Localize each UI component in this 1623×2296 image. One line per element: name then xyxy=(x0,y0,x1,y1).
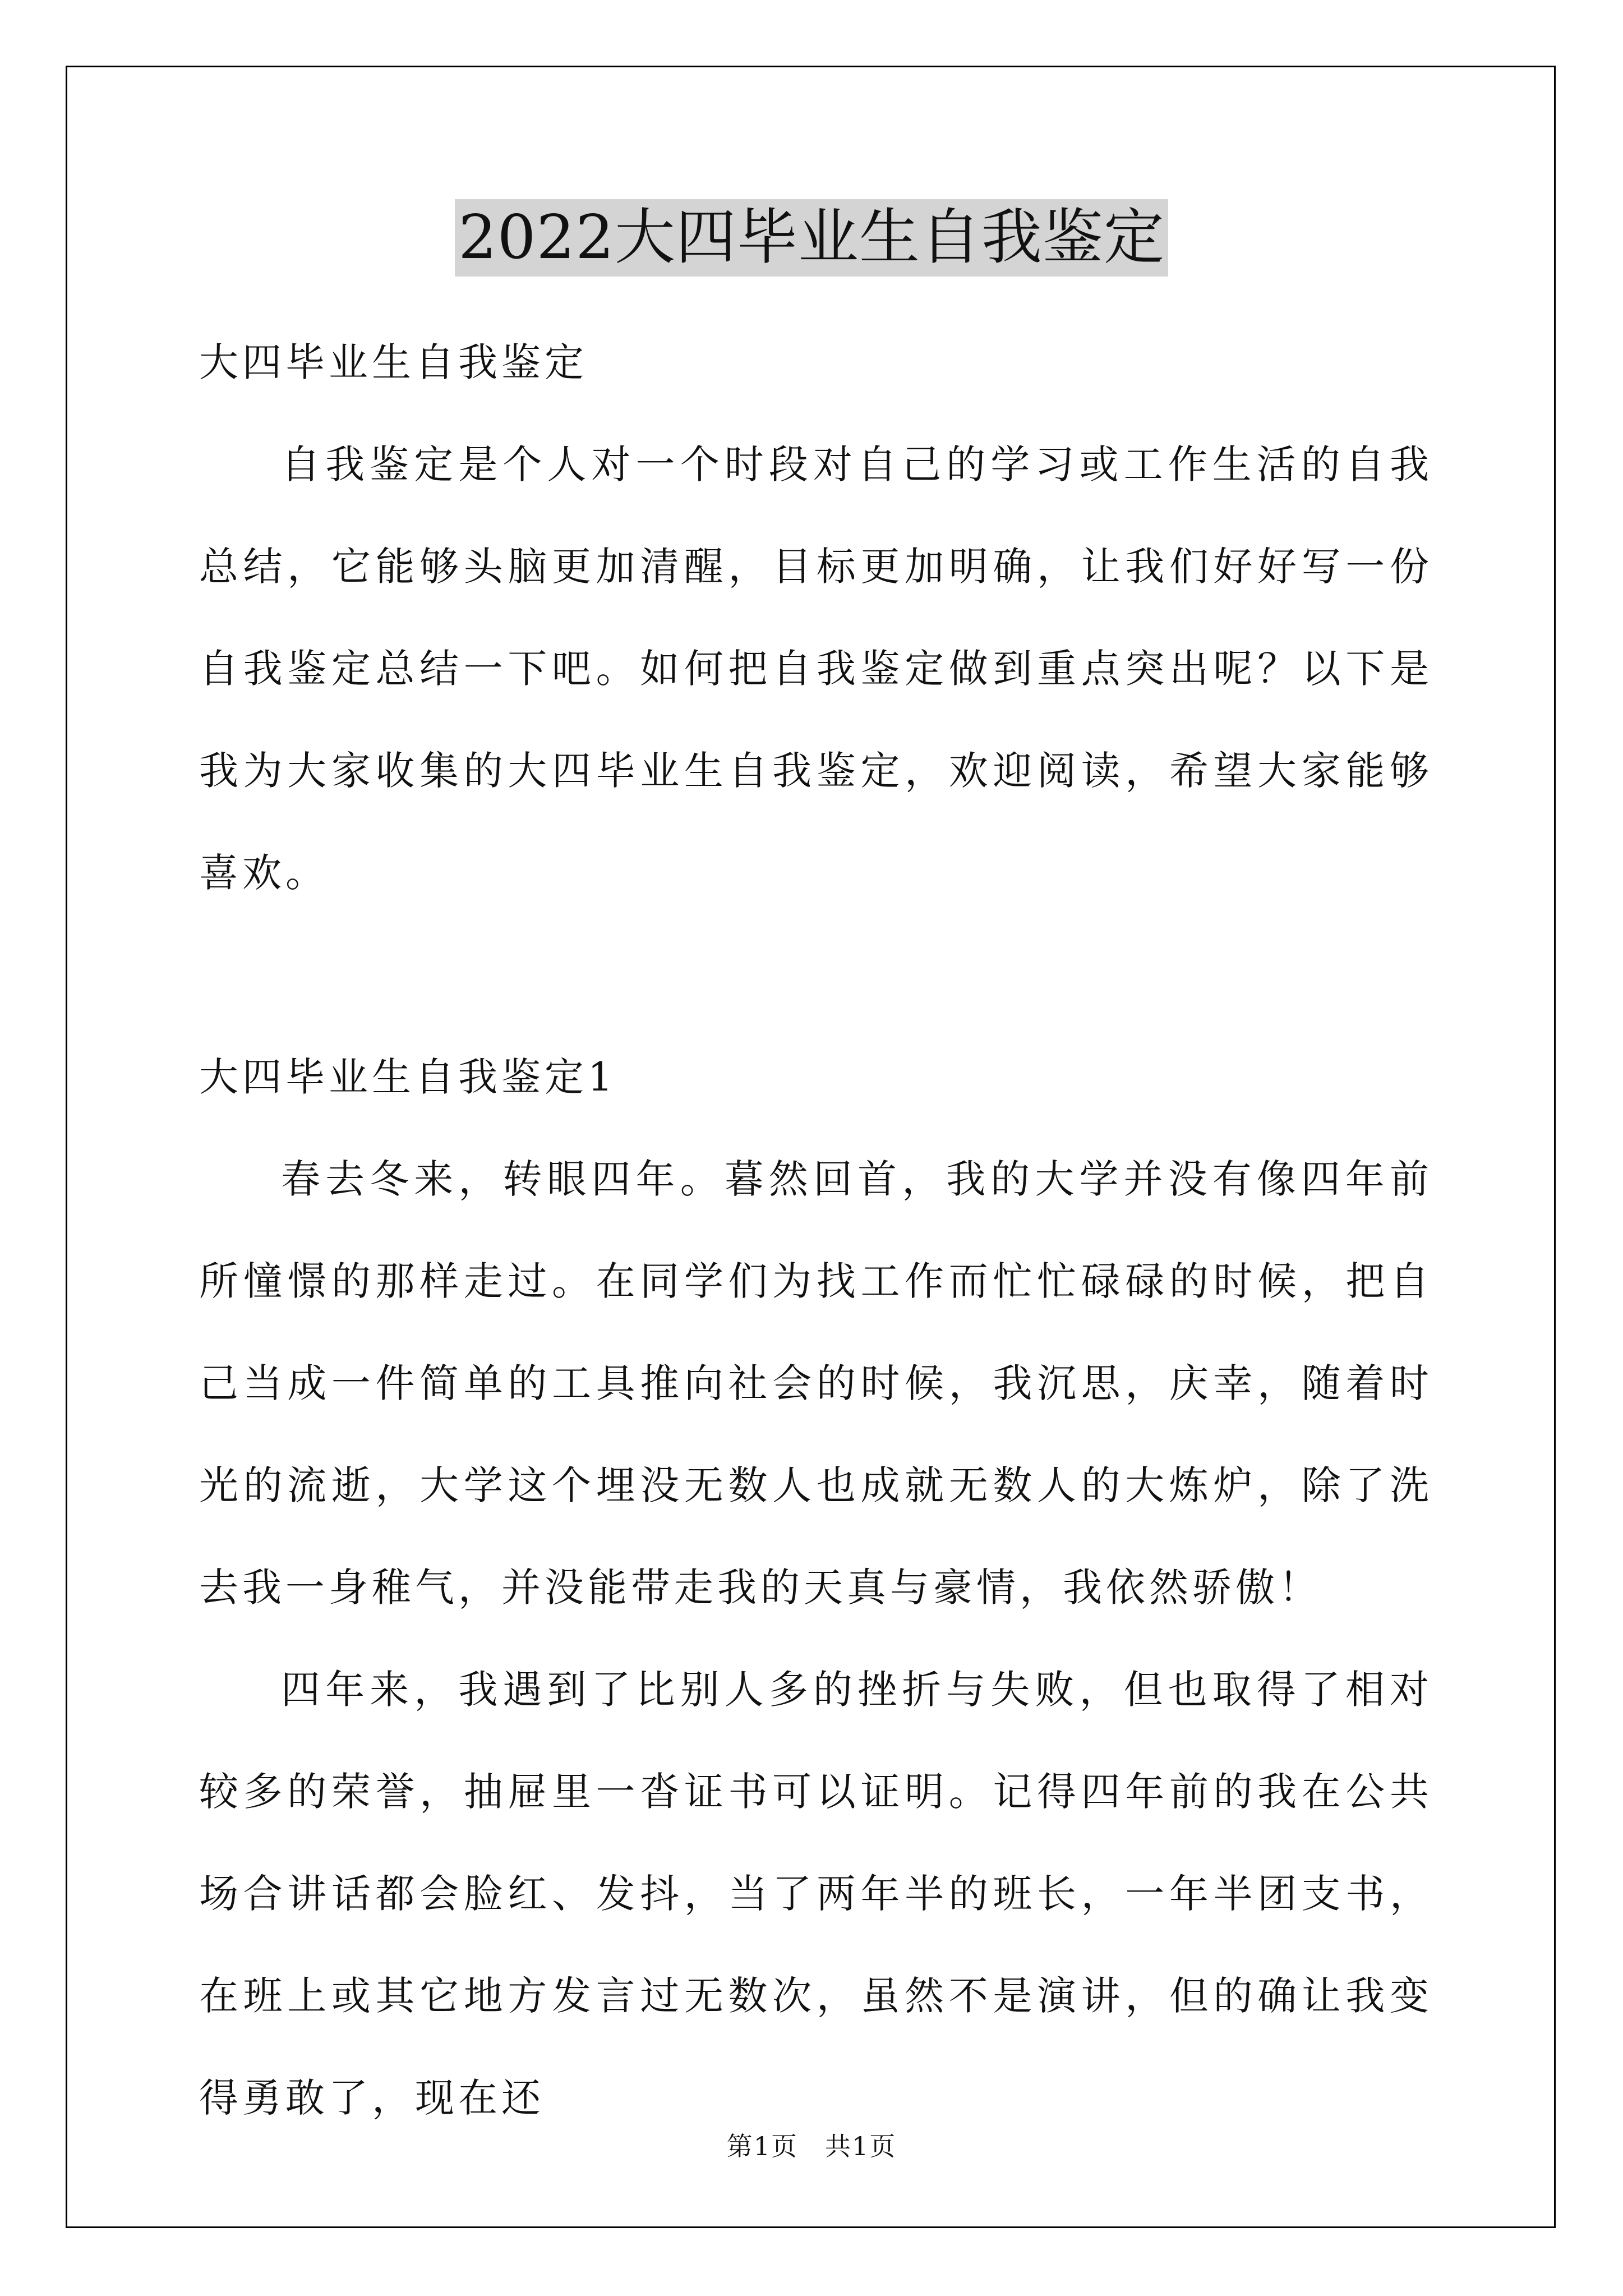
intro-paragraph: 自我鉴定是个人对一个时段对自己的学习或工作生活的自我总结，它能够头脑更加清醒，目标更加明确，让我们好好写一份自我鉴定总结一下吧。如何把自我鉴定做到重点突出呢？以下是我为大家收集的大四毕业生自我鉴定，欢迎阅读，希望大家能够喜欢。 xyxy=(199,441,1433,896)
section-paragraph: 春去冬来，转眼四年。暮然回首，我的大学并没有像四年前所憧憬的那样走过。在同学们为找工作而忙忙碌碌的时候，把自己当成一件简单的工具推向社会的时候，我沉思，庆幸，随着时光的流逝，大学这个埋没无数人也成就无数人的大炼炉，除了洗去我一身稚气，并没能带走我的天真与豪情，我依然骄傲！ xyxy=(199,1156,1433,1611)
document-body xyxy=(199,311,1433,2149)
page-number: 第1页 共1页 xyxy=(726,2131,897,2161)
section-paragraph: 四年来，我遇到了比别人多的挫折与失败，但也取得了相对较多的荣誉，抽屉里一沓证书可以证明。记得四年前的我在公共场合讲话都会脸红、发抖，当了两年半的班长，一年半团支书，在班上或其它地方发言过无数次，虽然不是演讲，但的确让我变得勇敢了，现在还 xyxy=(199,1667,1433,2121)
spacer xyxy=(199,924,1433,1026)
intro-heading: 大四毕业生自我鉴定 xyxy=(199,339,588,385)
title-container xyxy=(0,199,1623,277)
section-heading: 大四毕业生自我鉴定1 xyxy=(199,1054,617,1100)
document-title: 2022大四毕业生自我鉴定 xyxy=(455,199,1168,277)
